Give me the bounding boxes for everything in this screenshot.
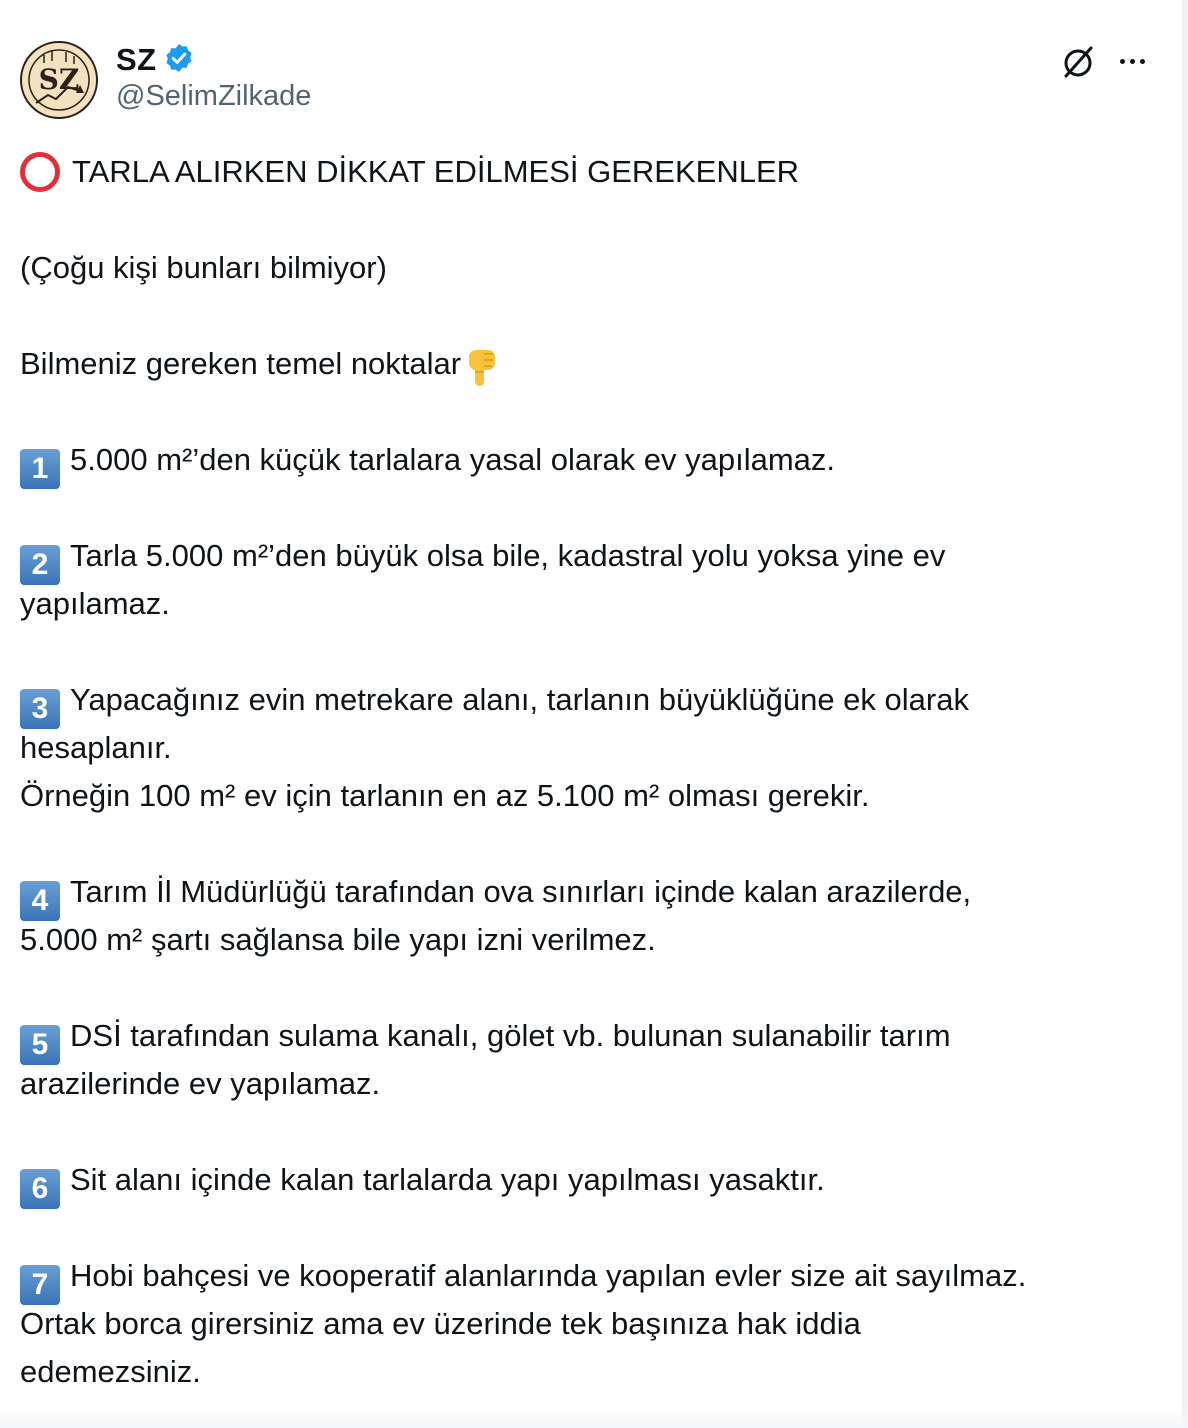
keycap-five-icon: 5	[20, 1025, 60, 1065]
list-item-2	[20, 532, 1170, 580]
item-text: Tarım İl Müdürlüğü tarafından ova sınırları içinde kalan arazilerde,	[70, 874, 972, 909]
spacer	[20, 1204, 1170, 1252]
list-item-6	[20, 1156, 1170, 1204]
item-text: Tarla 5.000 m²’den büyük olsa bile, kadastral yolu yoksa yine ev	[70, 538, 946, 573]
item-text-continued: edemezsiniz.	[20, 1354, 201, 1389]
spacer	[20, 292, 1170, 340]
bottom-fade	[0, 1406, 1188, 1428]
more-dot	[1120, 59, 1125, 64]
intro-line	[20, 340, 1170, 388]
more-dot	[1140, 59, 1145, 64]
author-name[interactable]: SZ	[116, 42, 157, 77]
author-handle[interactable]: @SelimZilkade	[116, 80, 312, 112]
keycap-two-icon: 2	[20, 545, 60, 585]
more-horizontal-icon[interactable]	[1112, 44, 1152, 78]
list-item-3	[20, 676, 1170, 724]
red-circle-icon	[20, 152, 60, 192]
item-text-continued: 5.000 m² şartı sağlansa bile yapı izni verilmez.	[20, 922, 656, 957]
right-edge-divider	[1182, 0, 1188, 1428]
keycap-seven-icon: 7	[20, 1265, 60, 1305]
item-text-continued: Örneğin 100 m² ev için tarlanın en az 5.100 m² olması gerekir.	[20, 778, 870, 813]
item-text: Hobi bahçesi ve kooperatif alanlarında yapılan evler size ait sayılmaz.	[70, 1258, 1027, 1293]
headline-line	[20, 148, 1170, 196]
item-text-continued: yapılamaz.	[20, 586, 170, 621]
pointing-down-hand-icon	[465, 348, 499, 402]
author-name-row[interactable]	[116, 40, 195, 80]
verified-badge-icon	[163, 42, 195, 79]
spacer	[20, 820, 1170, 868]
avatar[interactable]	[20, 41, 98, 119]
keycap-four-icon: 4	[20, 881, 60, 921]
keycap-three-icon: 3	[20, 689, 60, 729]
spacer	[20, 484, 1170, 532]
item-text-continued: Ortak borca girersiniz ama ev üzerinde tek başınıza hak iddia	[20, 1306, 861, 1341]
item-text: Sit alanı içinde kalan tarlalarda yapı yapılması yasaktır.	[70, 1162, 825, 1197]
spacer	[20, 964, 1170, 1012]
list-item-1	[20, 436, 1170, 484]
list-item-7	[20, 1252, 1170, 1300]
avatar-monogram: SZ	[38, 63, 80, 96]
item-text: 5.000 m²’den küçük tarlalara yasal olarak ev yapılamaz.	[70, 442, 836, 477]
spacer	[20, 628, 1170, 676]
headline-text: TARLA ALIRKEN DİKKAT EDİLMESİ GEREKENLER	[72, 154, 800, 189]
item-text-continued: hesaplanır.	[20, 730, 172, 765]
keycap-six-icon: 6	[20, 1169, 60, 1209]
note-text: (Çoğu kişi bunları bilmiyor)	[20, 250, 387, 285]
spacer	[20, 388, 1170, 436]
grok-slash-circle-icon[interactable]	[1058, 42, 1098, 82]
list-item-5	[20, 1012, 1170, 1060]
tweet-text	[20, 148, 1170, 1396]
spacer	[20, 196, 1170, 244]
more-dot	[1130, 59, 1135, 64]
intro-text: Bilmeniz gereken temel noktalar	[20, 346, 462, 381]
item-text: Yapacağınız evin metrekare alanı, tarlanın büyüklüğüne ek olarak	[70, 682, 969, 717]
item-text: DSİ tarafından sulama kanalı, gölet vb. bulunan sulanabilir tarım	[70, 1018, 951, 1053]
keycap-one-icon: 1	[20, 449, 60, 489]
item-text-continued: arazilerinde ev yapılamaz.	[20, 1066, 381, 1101]
spacer	[20, 1108, 1170, 1156]
list-item-4	[20, 868, 1170, 916]
